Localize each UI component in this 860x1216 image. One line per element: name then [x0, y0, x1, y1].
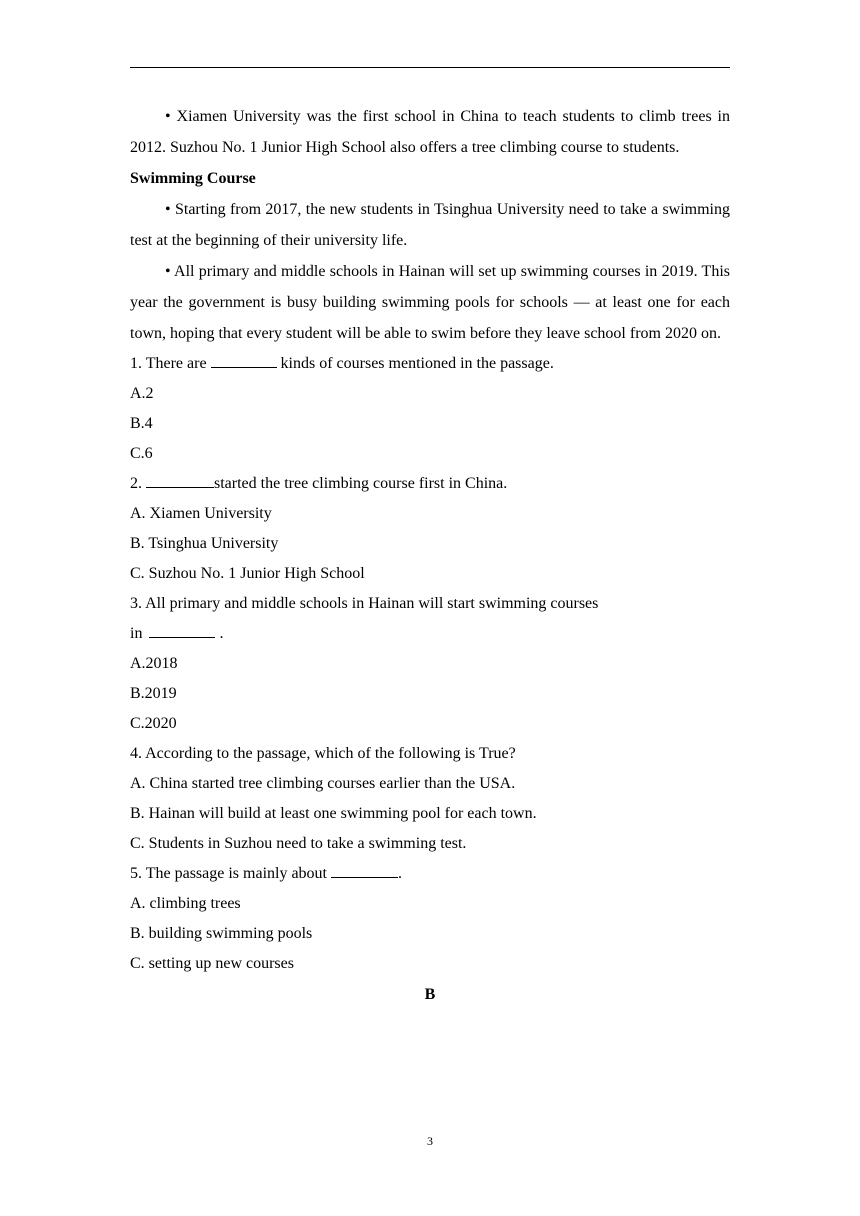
bullet: • — [165, 201, 171, 218]
swimming-course-heading: Swimming Course — [130, 170, 256, 187]
question-2-option-b: B. Tsinghua University — [130, 535, 279, 552]
question-5-stem — [130, 859, 730, 889]
question-2-option-c: C. Suzhou No. 1 Junior High School — [130, 565, 365, 582]
question-4-option-c: C. Students in Suzhou need to take a swimming test. — [130, 835, 467, 852]
question-1-option-a: A.2 — [130, 385, 154, 402]
question-1-option-c: C.6 — [130, 445, 153, 462]
question-2-stem — [130, 469, 730, 499]
page-number: 3 — [427, 1134, 433, 1148]
question-3-text-before: in — [130, 625, 147, 642]
question-4-option-b: B. Hainan will build at least one swimming pool for each town. — [130, 805, 537, 822]
section-heading-b: B — [424, 986, 436, 1003]
question-1-text-before: 1. There are — [130, 355, 211, 372]
question-5-option-a: A. climbing trees — [130, 895, 241, 912]
question-3-option-c: C.2020 — [130, 715, 177, 732]
question-1-text-after: kinds of courses mentioned in the passage. — [276, 355, 554, 372]
question-3-option-a: A.2018 — [130, 655, 178, 672]
question-2-text-before: 2. — [130, 475, 146, 492]
question-2-text-after: started the tree climbing course first in China. — [214, 475, 508, 492]
swimming-text-2: All primary and middle schools in Hainan will set up swimming courses in 2019. This year the government is busy building swimming pools for schools — at least one for each town, hoping that every student will be able to swim before they leave school from 2020 on. — [130, 263, 731, 342]
question-2-option-a: A. Xiamen University — [130, 505, 272, 522]
question-3-stem-line-1: 3. All primary and middle schools in Hainan will start swimming courses — [130, 595, 599, 612]
tree-climbing-text: Xiamen University was the first school in China to teach students to climb trees in 2012. Suzhou No. 1 Junior High School also offers a tree climbing course to students. — [130, 108, 731, 156]
question-3-option-b: B.2019 — [130, 685, 177, 702]
question-1-stem — [130, 349, 730, 379]
tree-climbing-paragraph — [130, 101, 730, 163]
question-4-option-a: A. China started tree climbing courses earlier than the USA. — [130, 775, 516, 792]
question-3-stem-line-2 — [130, 619, 730, 649]
question-1-option-b: B.4 — [130, 415, 153, 432]
question-5-option-c: C. setting up new courses — [130, 955, 294, 972]
header-rule — [130, 67, 730, 68]
question-5-text-before: 5. The passage is mainly about — [130, 865, 331, 882]
page-content — [130, 101, 730, 1010]
swimming-text-1: Starting from 2017, the new students in Tsinghua University need to take a swimming test at the beginning of their university life. — [130, 201, 731, 249]
swimming-paragraph-2 — [130, 256, 730, 349]
answer-blank — [211, 353, 277, 368]
question-4-stem: 4. According to the passage, which of the following is True? — [130, 745, 516, 762]
swimming-paragraph-1 — [130, 194, 730, 256]
answer-blank — [331, 863, 398, 878]
question-3-text-after: . — [215, 625, 224, 642]
question-5-text-after: . — [398, 865, 402, 882]
answer-blank — [149, 623, 215, 638]
bullet: • — [165, 108, 171, 125]
question-5-option-b: B. building swimming pools — [130, 925, 313, 942]
answer-blank — [146, 473, 214, 488]
bullet: • — [165, 263, 171, 280]
